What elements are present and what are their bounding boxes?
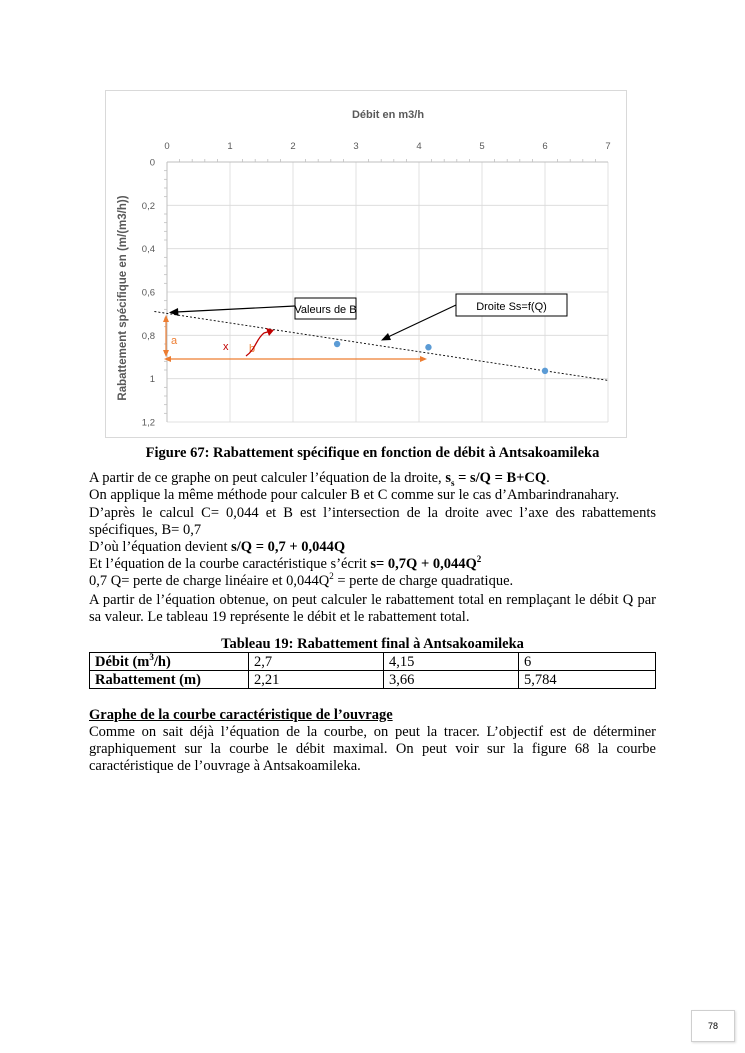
y-tick-label: 0,8 [141,330,155,342]
callout-arrow-b-values [176,306,295,312]
table-cell: 3,66 [384,671,519,689]
paragraph-8: Comme on sait déjà l’équation de la courbe, on peut la tracer. L’objectif est de déterminer graphiquement sur la courbe le débit maximal. On peut voir sur la figure 68 la courbe caractéristique de l’ouvrage à Antsakoamileka. [89,724,656,774]
x-tick-label: 0 [164,141,170,152]
p4-equation: s/Q = 0,7 + 0,044Q [231,539,346,555]
p5-text: Et l’équation de la courbe caractéristique s’écrit [89,556,371,572]
x-tick-label: 3 [353,141,359,152]
p1-symbol: s [445,470,451,486]
y-tick-label: 1 [149,374,155,386]
callout-label-b-values: Valeurs de B [294,304,357,316]
p5-equation: s= 0,7Q + 0,044Q [370,556,477,572]
chart-title: Débit en m3/h [351,109,425,121]
x-tick-label: 1 [227,141,233,152]
x-tick-label: 5 [479,141,485,152]
arrow-down-icon [163,350,169,357]
arrow-right-icon [420,356,427,362]
y-tick-label: 1,2 [141,417,155,429]
x-tick-label: 4 [416,141,422,152]
arrow-head-icon [381,333,391,341]
p6-superscript: 2 [329,571,334,582]
figure-caption: Figure 67: Rabattement spécifique en fonction de débit à Antsakoamileka [145,445,600,461]
paragraph-1 [89,470,656,487]
table-cell: 2,7 [249,653,384,671]
data-point [542,368,548,374]
arrow-up-icon [163,315,169,322]
paragraph-6 [89,573,656,590]
paragraph-7: A partir de l’équation obtenue, on peut calculer le rabattement total en remplaçant le débit Q par sa valeur. Le tableau 19 représente le débit et le rabattement total. [89,592,656,625]
p5-superscript: 2 [476,554,482,565]
x-tick-label: 7 [605,141,611,152]
table-header-rabattement: Rabattement (m) [90,671,249,689]
paragraph-5 [89,556,656,573]
p1-end: . [546,470,550,486]
p4-text: D’où l’équation devient [89,539,232,555]
callout-arrow-line [388,305,456,337]
paragraph-2: On applique la même méthode pour calculer B et C comme sur le cas d’Ambarindranahary. [89,487,620,503]
p1-text: A partir de ce graphe on peut calculer l’équation de la droite, [89,470,446,486]
y-tick-label: 0,4 [141,244,155,256]
annotation-letter-b: b [248,343,256,355]
x-tick-label: 2 [290,141,296,152]
table-cell: 2,21 [249,671,384,689]
table-row [90,653,656,671]
y-tick-label: 0,2 [141,200,155,212]
x-tick-label: 6 [542,141,548,152]
data-point [425,344,431,350]
page-number: 78 [691,1010,735,1042]
table-cell: 5,784 [519,671,656,689]
table-cell: 4,15 [384,653,519,671]
section-title: Graphe de la courbe caractéristique de l’ouvrage [89,707,393,723]
chart-frame [105,90,627,438]
p6-text: 0,7 Q= perte de charge linéaire et 0,044Q [89,573,330,589]
data-point [334,341,340,347]
annotation-letter-x: x [223,341,229,353]
table-caption: Tableau 19: Rabattement final à Antsakoamileka [221,636,524,652]
paragraph-4 [89,539,656,556]
table-header-debit: Débit $(m^3/h)$ [90,653,249,671]
p1-equation: = s/Q = B+CQ [454,470,547,486]
p1-subscript: s [450,477,455,488]
rabattement-chart [106,91,626,437]
p6-text-end: = perte de charge quadratique. [333,573,514,589]
y-tick-label: 0,6 [141,287,155,299]
paragraph-3: D’après le calcul C= 0,044 et B est l’intersection de la droite avec l’axe des rabattements spécifiques, B= 0,7 [89,505,656,538]
annotation-letter-a: a [171,335,178,347]
table-row [90,671,656,689]
y-tick-label: 0 [149,157,155,169]
y-axis-label: Rabattement spécifique en (m/(m3/h)) [117,195,129,401]
results-table [89,652,656,689]
callout-label-line: Droite Ss=f(Q) [476,301,547,313]
table-cell: 6 [519,653,656,671]
arrow-head-icon [169,308,179,316]
